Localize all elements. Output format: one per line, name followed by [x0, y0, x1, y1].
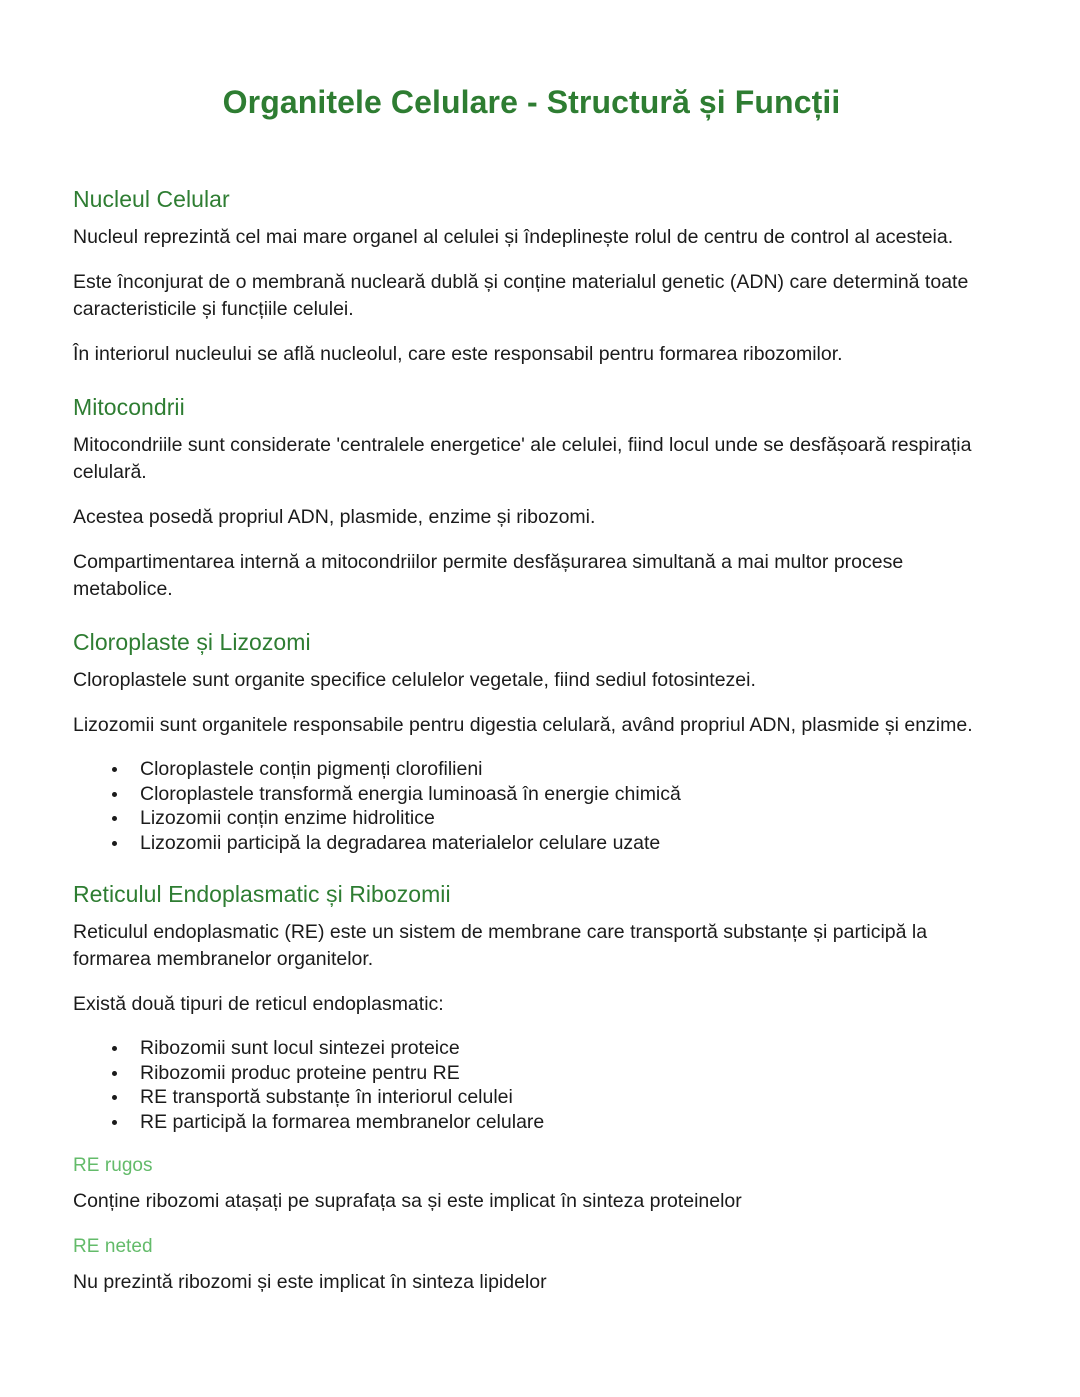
paragraph: Nu prezintă ribozomi și este implicat în sinteza lipidelor: [73, 1271, 547, 1293]
section-heading: Mitocondrii: [73, 394, 185, 420]
list-item: Cloroplastele conțin pigmenți clorofilieni: [73, 757, 990, 782]
paragraph: Lizozomii sunt organitele responsabile pentru digestia celulară, având propriul ADN, plasmide și enzime.: [73, 714, 973, 736]
paragraph: În interiorul nucleului se află nucleolul, care este responsabil pentru formarea ribozomilor.: [73, 343, 843, 365]
subsection-heading: RE neted: [73, 1236, 153, 1257]
list-item: RE transportă substanțe în interiorul celulei: [73, 1085, 990, 1110]
section-mitocondrii: [73, 393, 990, 603]
paragraph: Mitocondriile sunt considerate 'centralele energetice' ale celulei, fiind locul unde se desfășoară respirația celulară.: [73, 434, 972, 483]
list-item: Ribozomii produc proteine pentru RE: [73, 1061, 990, 1086]
subsection-re-rugos: [73, 1154, 990, 1215]
paragraph: Compartimentarea internă a mitocondriilor permite desfășurarea simultană a mai multor procese metabolice.: [73, 551, 904, 600]
list-item: RE participă la formarea membranelor celulare: [73, 1110, 990, 1135]
paragraph: Acestea posedă propriul ADN, plasmide, enzime și ribozomi.: [73, 506, 596, 528]
section-nucleul-celular: [73, 185, 990, 368]
paragraph: Conține ribozomi atașați pe suprafața sa și este implicat în sinteza proteinelor: [73, 1190, 742, 1212]
list-item: Lizozomii conțin enzime hidrolitice: [73, 806, 990, 831]
subsection-re-neted: [73, 1235, 990, 1296]
section-heading: Cloroplaste și Lizozomi: [73, 629, 311, 655]
bullet-list: [73, 1036, 990, 1134]
page-title: Organitele Celulare - Structură și Funcții: [222, 84, 841, 120]
document-body: [73, 185, 990, 1296]
paragraph: Cloroplastele sunt organite specifice celulelor vegetale, fiind sediul fotosintezei.: [73, 669, 756, 691]
list-item: Lizozomii participă la degradarea materialelor celulare uzate: [73, 831, 990, 856]
paragraph: Reticulul endoplasmatic (RE) este un sistem de membrane care transportă substanțe și participă la formarea membranelor organitelor.: [73, 921, 928, 970]
bullet-list: [73, 757, 990, 855]
section-reticulul-endoplasmatic-si-ribozomii: [73, 880, 990, 1296]
paragraph: Este înconjurat de o membrană nucleară dublă și conține materialul genetic (ADN) care determină toate caracteristicile și funcțiile celulei.: [73, 271, 969, 320]
section-heading: Nucleul Celular: [73, 186, 230, 212]
paragraph: Nucleul reprezintă cel mai mare organel al celulei și îndeplinește rolul de centru de control al acesteia.: [73, 226, 954, 248]
list-item: Cloroplastele transformă energia luminoasă în energie chimică: [73, 782, 990, 807]
subsection-heading: RE rugos: [73, 1155, 153, 1176]
section-cloroplaste-si-lizozomi: [73, 628, 990, 855]
list-item: Ribozomii sunt locul sintezei proteice: [73, 1036, 990, 1061]
section-heading: Reticulul Endoplasmatic și Ribozomii: [73, 881, 451, 907]
paragraph: Există două tipuri de reticul endoplasmatic:: [73, 993, 444, 1015]
